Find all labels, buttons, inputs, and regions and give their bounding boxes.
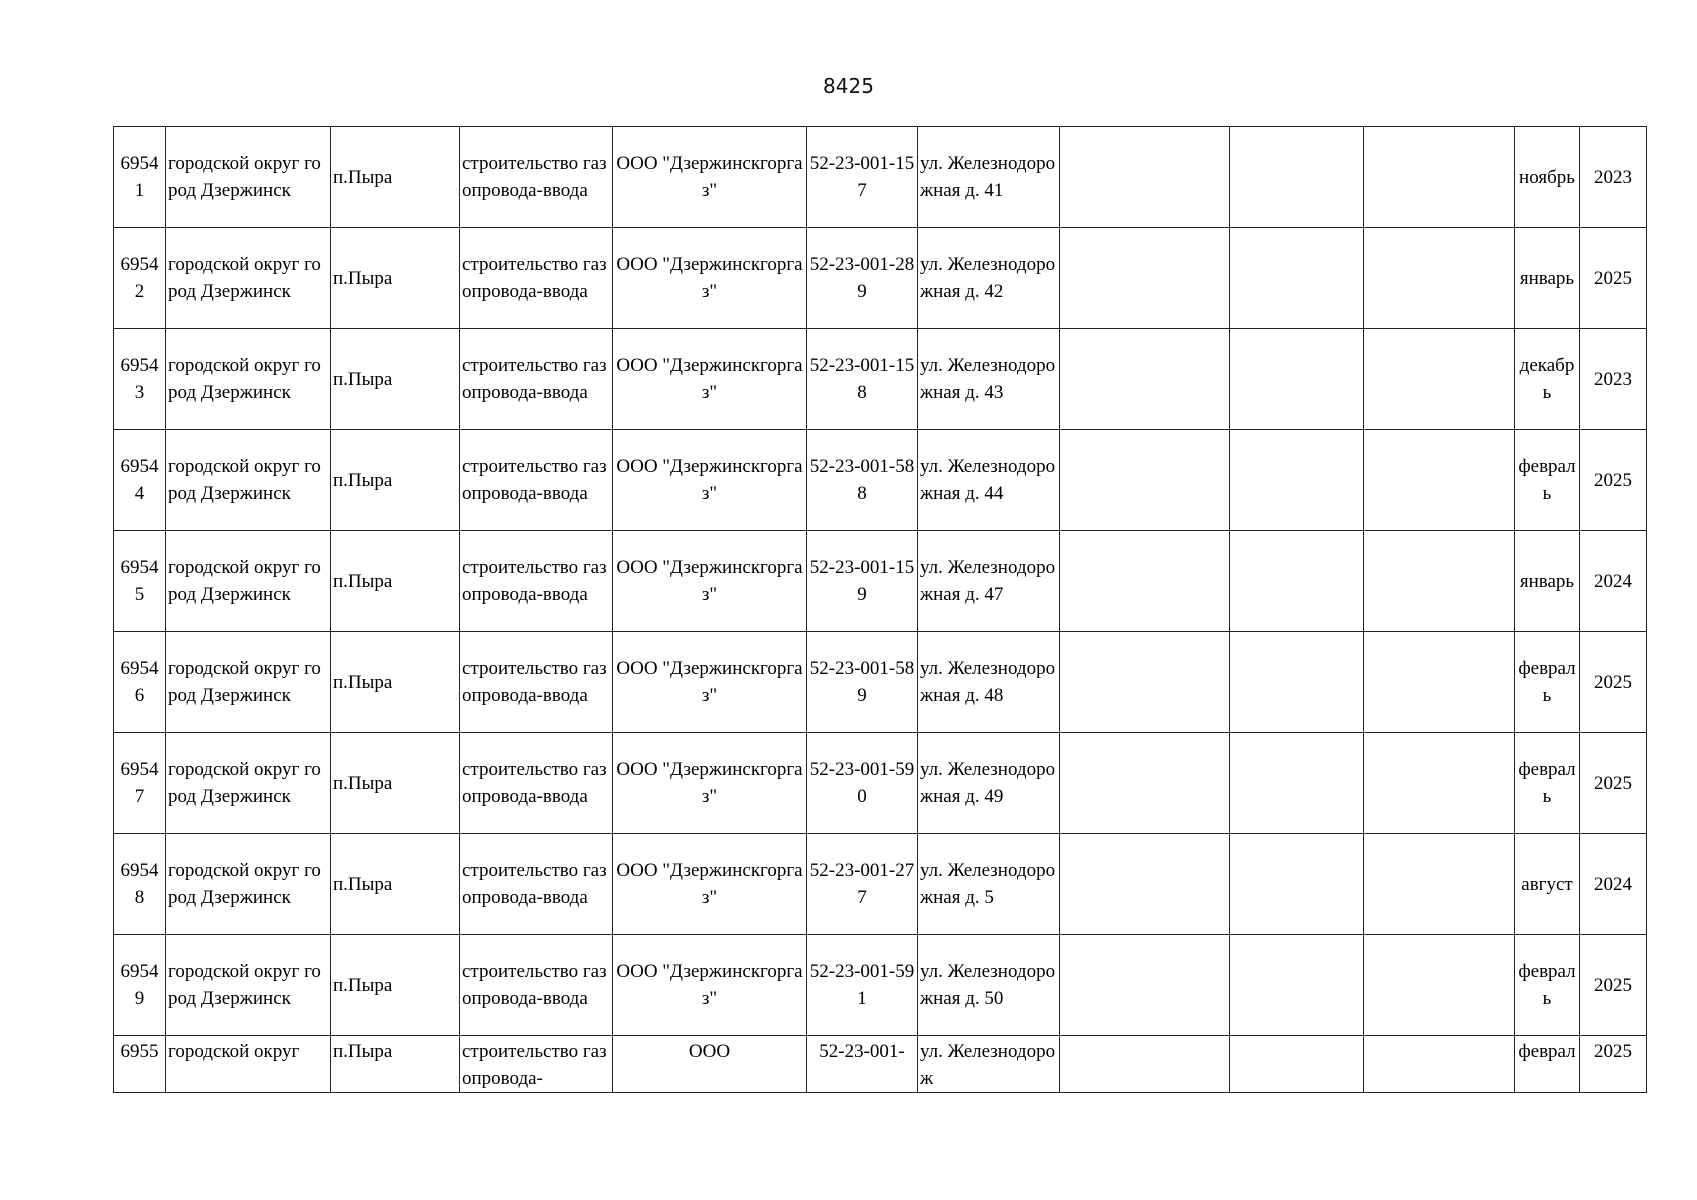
empty-cell xyxy=(1060,329,1230,430)
page-number: 8425 xyxy=(823,74,874,98)
object-code-cell xyxy=(807,430,918,531)
address-cell-text: ул. Железнодорожная д. 43 xyxy=(920,355,1056,403)
record-number-text: 69546 xyxy=(120,658,159,706)
district-cell-text: городской округ город Дзержинск xyxy=(168,557,321,605)
empty-cell xyxy=(1060,935,1230,1036)
district-cell xyxy=(166,127,331,228)
work-type-cell-text: строительство газопровода-ввода xyxy=(462,153,607,201)
empty-cell xyxy=(1060,430,1230,531)
empty-cell xyxy=(1230,531,1364,632)
table-row xyxy=(114,1036,1647,1093)
object-code-cell xyxy=(807,531,918,632)
address-cell-text: ул. Железнодорожная д. 48 xyxy=(920,658,1056,706)
organization-cell-text: ООО "Дзержинскгоргаз" xyxy=(616,658,803,706)
empty-cell xyxy=(1230,228,1364,329)
empty-cell xyxy=(1230,632,1364,733)
empty-cell xyxy=(1230,127,1364,228)
record-number-text: 69543 xyxy=(120,355,159,403)
locality-cell xyxy=(331,733,460,834)
month-cell xyxy=(1515,127,1580,228)
address-cell-text: ул. Железнодорожная д. 47 xyxy=(920,557,1056,605)
address-cell-text: ул. Железнодорожная д. 44 xyxy=(920,456,1056,504)
district-cell-text: городской округ город Дзержинск xyxy=(168,153,321,201)
district-cell xyxy=(166,531,331,632)
work-type-cell xyxy=(460,531,613,632)
work-type-cell-text: строительство газопровода-ввода xyxy=(462,254,607,302)
district-cell-text: городской округ город Дзержинск xyxy=(168,658,321,706)
month-cell xyxy=(1515,531,1580,632)
address-cell xyxy=(918,228,1060,329)
object-code-cell xyxy=(807,834,918,935)
organization-cell-text: ООО "Дзержинскгоргаз" xyxy=(616,153,803,201)
empty-cell xyxy=(1060,1036,1230,1093)
object-code-cell-text: 52-23-001-289 xyxy=(809,254,915,302)
object-code-cell-text: 52-23-001-157 xyxy=(809,153,915,201)
address-cell xyxy=(918,834,1060,935)
empty-cell xyxy=(1060,531,1230,632)
work-type-cell-text: строительство газопровода-ввода xyxy=(462,355,607,403)
locality-cell-text: п.Пыра xyxy=(333,772,393,794)
locality-cell xyxy=(331,430,460,531)
year-cell-text: 2023 xyxy=(1594,368,1632,390)
work-type-cell xyxy=(460,329,613,430)
empty-cell xyxy=(1060,834,1230,935)
work-type-cell-text: строительство газопровода-ввода xyxy=(462,860,607,908)
address-cell-text: ул. Железнодорожная д. 49 xyxy=(920,759,1056,807)
address-cell-text: ул. Железнодорожная д. 5 xyxy=(920,860,1056,908)
object-code-cell-text: 52-23-001-588 xyxy=(809,456,915,504)
empty-cell xyxy=(1230,430,1364,531)
empty-cell xyxy=(1364,834,1515,935)
record-number xyxy=(114,228,166,329)
address-cell-text: ул. Железнодорож xyxy=(920,1041,1056,1089)
month-cell-text: январь xyxy=(1519,570,1575,592)
month-cell xyxy=(1515,834,1580,935)
address-cell xyxy=(918,632,1060,733)
district-cell xyxy=(166,329,331,430)
address-cell-text: ул. Железнодорожная д. 50 xyxy=(920,961,1056,1009)
month-cell xyxy=(1515,329,1580,430)
work-type-cell xyxy=(460,834,613,935)
year-cell-text: 2025 xyxy=(1594,974,1632,996)
year-cell xyxy=(1580,329,1647,430)
year-cell-text: 2023 xyxy=(1594,166,1632,188)
district-cell-text: городской округ xyxy=(168,1041,300,1062)
table-row xyxy=(114,228,1647,329)
organization-cell xyxy=(613,1036,807,1093)
organization-cell-text: ООО "Дзержинскгоргаз" xyxy=(616,254,803,302)
district-cell-text: городской округ город Дзержинск xyxy=(168,456,321,504)
record-number-text: 6955 xyxy=(120,1041,159,1062)
empty-cell xyxy=(1364,430,1515,531)
record-number-text: 69549 xyxy=(120,961,159,1009)
record-number xyxy=(114,1036,166,1093)
work-type-cell xyxy=(460,430,613,531)
organization-cell-text: ООО "Дзержинскгоргаз" xyxy=(616,456,803,504)
locality-cell-text: п.Пыра xyxy=(333,368,393,390)
address-cell xyxy=(918,935,1060,1036)
district-cell xyxy=(166,834,331,935)
address-cell xyxy=(918,127,1060,228)
locality-cell-text: п.Пыра xyxy=(333,469,393,491)
district-cell-text: городской округ город Дзержинск xyxy=(168,860,321,908)
organization-cell xyxy=(613,228,807,329)
year-cell xyxy=(1580,531,1647,632)
address-cell xyxy=(918,733,1060,834)
work-type-cell-text: строительство газопровода-ввода xyxy=(462,658,607,706)
organization-cell xyxy=(613,531,807,632)
locality-cell-text: п.Пыра xyxy=(333,974,393,996)
object-code-cell-text: 52-23-001-277 xyxy=(809,860,915,908)
district-cell-text: городской округ город Дзержинск xyxy=(168,254,321,302)
work-type-cell xyxy=(460,632,613,733)
locality-cell xyxy=(331,834,460,935)
work-type-cell-text: строительство газопровода-ввода xyxy=(462,557,607,605)
table-row xyxy=(114,834,1647,935)
address-cell xyxy=(918,430,1060,531)
district-cell xyxy=(166,935,331,1036)
address-cell-text: ул. Железнодорожная д. 42 xyxy=(920,254,1056,302)
district-cell xyxy=(166,228,331,329)
district-cell-text: городской округ город Дзержинск xyxy=(168,759,321,807)
organization-cell-text: ООО "Дзержинскгоргаз" xyxy=(616,961,803,1009)
month-cell-text: январь xyxy=(1519,267,1575,289)
table-row xyxy=(114,329,1647,430)
record-number xyxy=(114,430,166,531)
locality-cell xyxy=(331,531,460,632)
year-cell-text: 2025 xyxy=(1594,1041,1632,1062)
empty-cell xyxy=(1364,632,1515,733)
record-number xyxy=(114,632,166,733)
year-cell-text: 2025 xyxy=(1594,671,1632,693)
work-type-cell xyxy=(460,733,613,834)
month-cell-text: февраль xyxy=(1518,456,1576,504)
organization-cell-text: ООО "Дзержинскгоргаз" xyxy=(616,860,803,908)
year-cell-text: 2025 xyxy=(1594,267,1632,289)
locality-cell-text: п.Пыра xyxy=(333,1041,393,1062)
table-row xyxy=(114,733,1647,834)
year-cell-text: 2024 xyxy=(1594,570,1632,592)
table-row xyxy=(114,127,1647,228)
work-type-cell xyxy=(460,935,613,1036)
record-number-text: 69541 xyxy=(120,153,159,201)
record-number xyxy=(114,733,166,834)
year-cell-text: 2025 xyxy=(1594,772,1632,794)
organization-cell-text: ООО "Дзержинскгоргаз" xyxy=(616,557,803,605)
work-type-cell xyxy=(460,228,613,329)
table-row xyxy=(114,935,1647,1036)
locality-cell xyxy=(331,127,460,228)
work-type-cell-text: строительство газопровода-ввода xyxy=(462,961,607,1009)
record-number xyxy=(114,935,166,1036)
empty-cell xyxy=(1364,935,1515,1036)
year-cell xyxy=(1580,834,1647,935)
year-cell xyxy=(1580,935,1647,1036)
object-code-cell xyxy=(807,733,918,834)
locality-cell xyxy=(331,935,460,1036)
year-cell xyxy=(1580,228,1647,329)
empty-cell xyxy=(1230,935,1364,1036)
month-cell-text: декабрь xyxy=(1519,355,1575,403)
empty-cell xyxy=(1364,531,1515,632)
address-cell xyxy=(918,329,1060,430)
organization-cell-text: ООО "Дзержинскгоргаз" xyxy=(616,355,803,403)
empty-cell xyxy=(1230,834,1364,935)
locality-cell-text: п.Пыра xyxy=(333,166,393,188)
month-cell-text: феврал xyxy=(1518,1041,1576,1062)
month-cell xyxy=(1515,632,1580,733)
organization-cell-text: ООО "Дзержинскгоргаз" xyxy=(616,759,803,807)
month-cell-text: февраль xyxy=(1518,961,1576,1009)
address-cell xyxy=(918,531,1060,632)
object-code-cell-text: 52-23-001-590 xyxy=(809,759,915,807)
empty-cell xyxy=(1060,733,1230,834)
record-number xyxy=(114,329,166,430)
record-number xyxy=(114,127,166,228)
year-cell xyxy=(1580,733,1647,834)
organization-cell xyxy=(613,127,807,228)
table-row xyxy=(114,531,1647,632)
object-code-cell-text: 52-23-001-158 xyxy=(809,355,915,403)
object-code-cell-text: 52-23-001-591 xyxy=(809,961,915,1009)
object-code-cell xyxy=(807,228,918,329)
organization-cell xyxy=(613,935,807,1036)
district-cell xyxy=(166,430,331,531)
table-row xyxy=(114,430,1647,531)
record-number-text: 69547 xyxy=(120,759,159,807)
work-type-cell-text: строительство газопровода-ввода xyxy=(462,456,607,504)
object-code-cell-text: 52-23-001- xyxy=(819,1041,905,1062)
year-cell xyxy=(1580,632,1647,733)
month-cell-text: февраль xyxy=(1518,759,1576,807)
locality-cell xyxy=(331,228,460,329)
work-type-cell xyxy=(460,127,613,228)
month-cell xyxy=(1515,1036,1580,1093)
organization-cell-text: ООО xyxy=(688,1041,731,1062)
empty-cell xyxy=(1060,632,1230,733)
record-number-text: 69548 xyxy=(120,860,159,908)
locality-cell xyxy=(331,632,460,733)
object-code-cell xyxy=(807,329,918,430)
year-cell-text: 2025 xyxy=(1594,469,1632,491)
empty-cell xyxy=(1060,228,1230,329)
year-cell-text: 2024 xyxy=(1594,873,1632,895)
table-row xyxy=(114,632,1647,733)
object-code-cell-text: 52-23-001-159 xyxy=(809,557,915,605)
month-cell xyxy=(1515,935,1580,1036)
empty-cell xyxy=(1230,733,1364,834)
empty-cell xyxy=(1230,1036,1364,1093)
empty-cell xyxy=(1364,1036,1515,1093)
empty-cell xyxy=(1230,329,1364,430)
locality-cell xyxy=(331,1036,460,1093)
object-code-cell xyxy=(807,935,918,1036)
month-cell xyxy=(1515,228,1580,329)
record-number-text: 69542 xyxy=(120,254,159,302)
district-cell-text: городской округ город Дзержинск xyxy=(168,355,321,403)
empty-cell xyxy=(1364,329,1515,430)
organization-cell xyxy=(613,834,807,935)
organization-cell xyxy=(613,329,807,430)
address-cell-text: ул. Железнодорожная д. 41 xyxy=(920,153,1056,201)
record-number-text: 69545 xyxy=(120,557,159,605)
organization-cell xyxy=(613,632,807,733)
district-cell xyxy=(166,1036,331,1093)
locality-cell-text: п.Пыра xyxy=(333,873,393,895)
empty-cell xyxy=(1364,228,1515,329)
district-cell xyxy=(166,733,331,834)
locality-cell-text: п.Пыра xyxy=(333,671,393,693)
year-cell xyxy=(1580,1036,1647,1093)
district-cell-text: городской округ город Дзержинск xyxy=(168,961,321,1009)
empty-cell xyxy=(1364,733,1515,834)
record-number xyxy=(114,834,166,935)
year-cell xyxy=(1580,430,1647,531)
work-type-cell-text: строительство газопровода-ввода xyxy=(462,759,607,807)
locality-cell-text: п.Пыра xyxy=(333,570,393,592)
month-cell-text: февраль xyxy=(1518,658,1576,706)
year-cell xyxy=(1580,127,1647,228)
locality-cell xyxy=(331,329,460,430)
empty-cell xyxy=(1364,127,1515,228)
record-number-text: 69544 xyxy=(120,456,159,504)
object-code-cell xyxy=(807,1036,918,1093)
organization-cell xyxy=(613,430,807,531)
month-cell xyxy=(1515,733,1580,834)
address-cell xyxy=(918,1036,1060,1093)
empty-cell xyxy=(1060,127,1230,228)
object-code-cell-text: 52-23-001-589 xyxy=(809,658,915,706)
record-number xyxy=(114,531,166,632)
organization-cell xyxy=(613,733,807,834)
locality-cell-text: п.Пыра xyxy=(333,267,393,289)
object-code-cell xyxy=(807,127,918,228)
work-type-cell xyxy=(460,1036,613,1093)
month-cell-text: август xyxy=(1521,873,1573,895)
month-cell xyxy=(1515,430,1580,531)
object-code-cell xyxy=(807,632,918,733)
gas-pipeline-registry-table xyxy=(113,126,1647,1093)
month-cell-text: ноябрь xyxy=(1519,166,1575,188)
district-cell xyxy=(166,632,331,733)
work-type-cell-text: строительство газопровода- xyxy=(462,1041,607,1089)
